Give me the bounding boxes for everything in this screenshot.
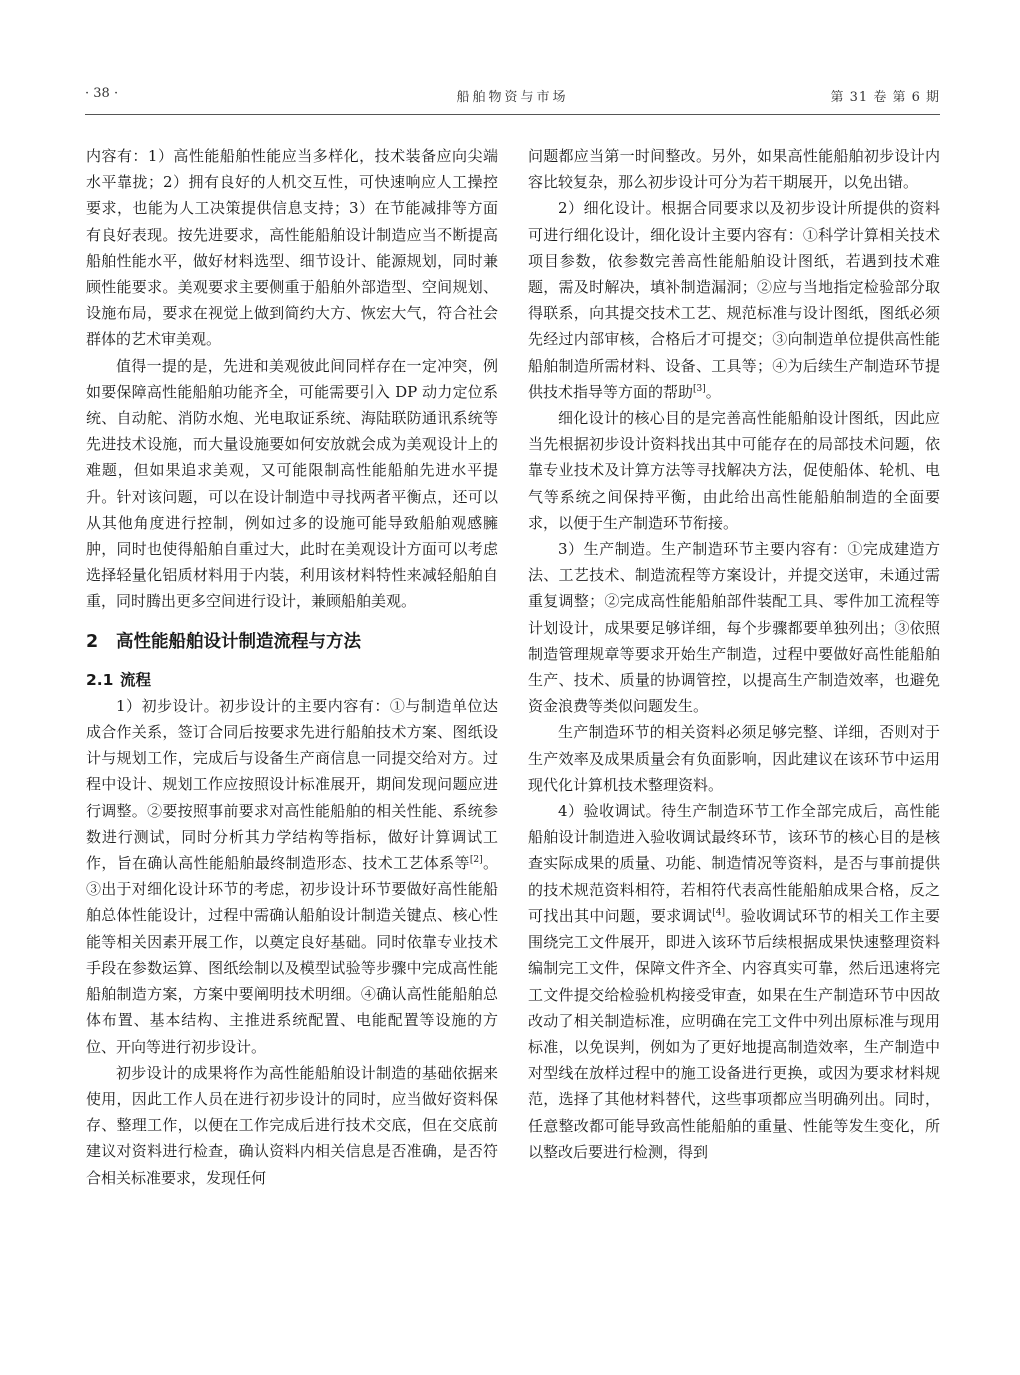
subsection-heading <box>86 667 498 693</box>
citation: [3] <box>693 383 706 394</box>
running-header <box>85 86 940 108</box>
paragraph: 问题都应当第一时间整改。另外，如果高性能船舶初步设计内容比较复杂，那么初步设计可分为若干期展开，以免出错。 <box>528 147 940 192</box>
paragraph: 生产制造环节的相关资料必须足够完整、详细，否则对于生产效率及成果质量会有负面影响，因此建议在该环节中运用现代化计算机技术整理资料。 <box>528 723 940 794</box>
paragraph-text: 。验收调试环节的相关工作主要围绕完工文件展开，即进入该环节后续根据成果快速整理资料编制完工文件，保障文件齐全、内容真实可靠，然后迅速将完工文件提交给检验机构接受审查，如果在生产制造环节中因故改动了相关制造标准，应明确在完工文件中列出原标准与现用标准，以免误判，例如为了更好地提高制造效率，生产制造中对型线在放样过程中的施工设备进行更换，或因为要求材料规范，选择了其他材料替代，这些事项都应当明确列出。同时，任意整改都可能导致高性能船舶的重量、性能等发生变化，所以整改后要进行检测，得到 <box>528 906 940 1161</box>
paragraph: 值得一提的是，先进和美观彼此间同样存在一定冲突，例如要保障高性能船舶功能齐全，可能需要引入 DP 动力定位系统、自动舵、消防水炮、光电取证系统、海陆联防通讯系统等先进技术设施，而大量设施要如何安放就会成为美观设计上的难题，但如果追求美观，又可能限制高性能船舶先进水平提升。针对该问题，可以在设计制造中寻找两者平衡点，还可以从其他角度进行控制，例如过多的设施可能导致船舶观感臃肿，同时也使得船舶自重过大，此时在美观设计方面可以考虑选择轻量化铝质材料用于内装，利用该材料特性来减轻船舶自重，同时腾出更多空间进行设计，兼顾船舶美观。 <box>86 356 498 611</box>
paragraph <box>528 798 940 1165</box>
paragraph-text: 2）细化设计。根据合同要求以及初步设计所提供的资料可进行细化设计，细化设计主要内容有：①科学计算相关技术项目参数，依参数完善高性能船舶设计图纸，若遇到技术难题，需及时解决，填补制造漏洞；②应与当地指定检验部分取得联系，向其提交技术工艺、规范标准与设计图纸，图纸必须先经过内部审核，合格后才可提交；③向制造单位提供高性能船舶制造所需材料、设备、工具等；④为后续生产制造环节提供技术指导等方面的帮助 <box>528 199 940 401</box>
subsection-number: 2.1 <box>86 670 114 689</box>
paragraph-text: 。③出于对细化设计环节的考虑，初步设计环节要做好高性能船舶总体性能设计，过程中需确认船舶设计制造关键点、核心性能等相关因素开展工作，以奠定良好基础。同时依靠专业技术手段在参数运算、图纸绘制以及模型试验等步骤中完成高性能船舶制造方案，方案中要阐明技术明细。④确认高性能船舶总体布置、基本结构、主推进系统配置、电能配置等设施的方位、开向等进行初步设计。 <box>86 854 498 1056</box>
paragraph: 初步设计的成果将作为高性能船舶设计制造的基础依据来使用，因此工作人员在进行初步设计的同时，应当做好资料保存、整理工作，以便在工作完成后进行技术交底，但在交底前建议对资料进行检查，确认资料内相关信息是否准确，是否符合相关标准要求，发现任何 <box>86 1063 498 1187</box>
journal-title: 船舶物资与市场 <box>456 90 569 105</box>
citation: [4] <box>712 907 726 918</box>
section-number: 2 <box>86 631 99 652</box>
subsection-title: 流程 <box>120 670 152 689</box>
issue-info: 第 31 卷 第 6 期 <box>830 90 940 105</box>
paragraph <box>86 693 498 1060</box>
page-number: · 38 · <box>85 86 119 101</box>
paragraph: 3）生产制造。生产制造环节主要内容有：①完成建造方法、工艺技术、制造流程等方案设计，并提交送审，未通过需重复调整；②完成高性能船舶部件装配工具、零件加工流程等计划设计，成果要足够详细，每个步骤都要单独列出；③依照制造管理规章等要求开始生产制造，过程中要做好高性能船舶生产、技术、质量的协调管控，以提高生产制造效率，也避免资金浪费等类似问题发生。 <box>528 540 940 716</box>
paragraph-text: 1）初步设计。初步设计的主要内容有：①与制造单位达成合作关系，签订合同后按要求先进行船舶技术方案、图纸设计与规划工作，完成后与设备生产商信息一同提交给对方。过程中设计、规划工作应按照设计标准展开，期间发现问题应进行调整。②要按照事前要求对高性能船舶的相关性能、系统参数进行测试，同时分析其力学结构等指标，做好计算调试工作，旨在确认高性能船舶最终制造形态、技术工艺体系等 <box>86 696 498 873</box>
paragraph: 内容有：1）高性能船舶性能应当多样化，技术装备应向尖端水平靠拢；2）拥有良好的人机交互性，可快速响应人工操控要求，也能为人工决策提供信息支持；3）在节能减排等方面有良好表现。按先进要求，高性能船舶设计制造应当不断提高船舶性能水平，做好材料选型、细节设计、能源规划，同时兼顾性能要求。美观要求主要侧重于船舶外部造型、空间规划、设施布局，要求在视觉上做到简约大方、恢宏大气，符合社会群体的艺术审美观。 <box>86 147 498 349</box>
citation: [2] <box>469 855 483 866</box>
section-title: 高性能船舶设计制造流程与方法 <box>116 631 361 652</box>
paragraph-text: 4）验收调试。待生产制造环节工作全部完成后，高性能船舶设计制造进入验收调试最终环节，该环节的核心目的是核查实际成果的质量、功能、制造情况等资料，是否与事前提供的技术规范资料相符，若相符代表高性能船舶成果合格，反之可找出其中问题，要求调试 <box>528 802 940 925</box>
paragraph-text: 。 <box>705 382 721 401</box>
header-rule <box>85 114 940 115</box>
section-heading <box>86 629 498 655</box>
right-column <box>528 143 940 1165</box>
left-column <box>86 143 498 1191</box>
paragraph <box>528 195 940 405</box>
paragraph: 细化设计的核心目的是完善高性能船舶设计图纸，因此应当先根据初步设计资料找出其中可能存在的局部技术问题，依靠专业技术及计算方法等寻找解决方法，促使船体、轮机、电气等系统之间保持平衡，由此给出高性能船舶制造的全面要求，以便于生产制造环节衔接。 <box>528 409 940 532</box>
